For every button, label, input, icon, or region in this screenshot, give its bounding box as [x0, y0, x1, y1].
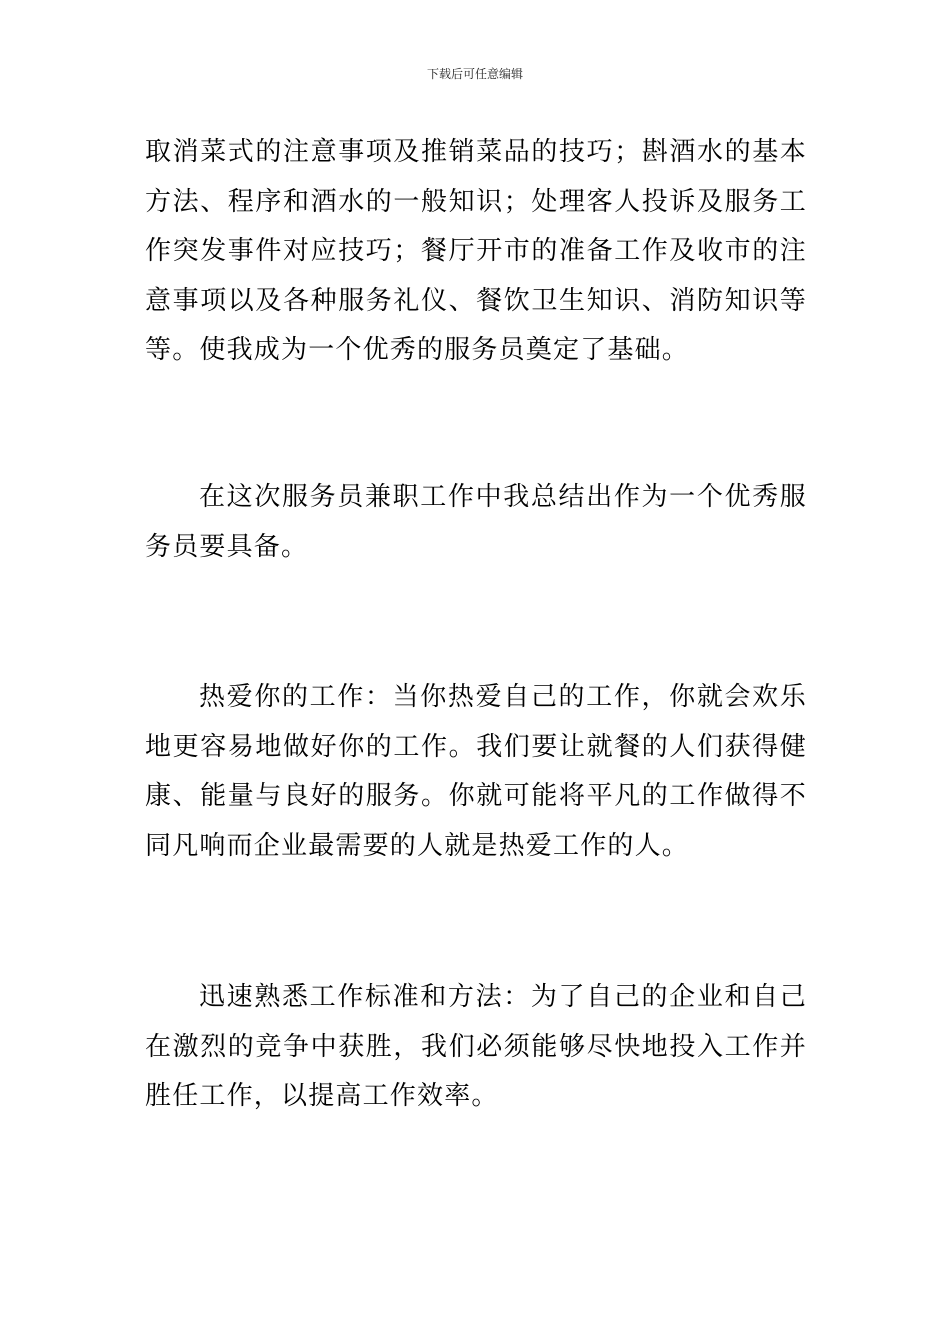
- paragraph-summary-intro: 在这次服务员兼职工作中我总结出作为一个优秀服务员要具备。: [145, 482, 807, 562]
- header-note: 下载后可任意编辑: [426, 67, 523, 81]
- paragraph-love-your-work: 热爱你的工作：当你热爱自己的工作，你就会欢乐地更容易地做好你的工作。我们要让就餐的人们获得健康、能量与良好的服务。你就可能将平凡的工作做得不同凡响而企业最需要的人就是热爱工作的人。: [145, 682, 807, 861]
- paragraph-learn-standards: 迅速熟悉工作标准和方法：为了自己的企业和自己在激烈的竞争中获胜，我们必须能够尽快地投入工作并胜任工作，以提高工作效率。: [145, 982, 807, 1111]
- paragraph-continued: 取消菜式的注意事项及推销菜品的技巧；斟酒水的基本方法、程序和酒水的一般知识；处理客人投诉及服务工作突发事件对应技巧；餐厅开市的准备工作及收市的注意事项以及各种服务礼仪、餐饮卫生知识、消防知识等等。使我成为一个优秀的服务员奠定了基础。: [145, 137, 807, 365]
